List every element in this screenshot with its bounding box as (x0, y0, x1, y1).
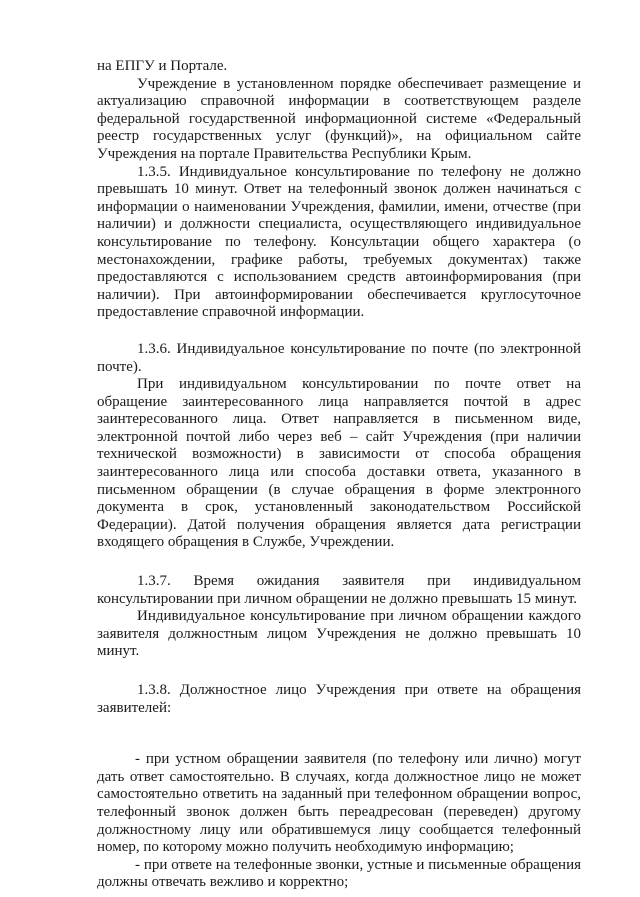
paragraph-1-3-8: 1.3.8. Должностное лицо Учреждения при ответе на обращения заявителей: (97, 682, 581, 716)
paragraph-personal-consulting: Индивидуальное консультирование при личном обращении каждого заявителя должностным лицом Учреждения не должно превышать 10 минут. (97, 608, 581, 660)
document-page (97, 58, 581, 892)
paragraph-1-3-6: 1.3.6. Индивидуальное консультирование по почте (по электронной почте). (97, 340, 581, 375)
list-item-oral-request: - при устном обращении заявителя (по телефону или лично) могут дать ответ самостоятельно. В случаях, когда должностное лицо не может самостоятельно ответить на заданный при телефонном обращении вопрос, телефонный звонок должен быть переадресован (переведен) другому должностному лицу или обратившемуся лицу сообщается телефонный номер, по которому можно получить необходимую информацию; (97, 751, 581, 856)
paragraph-reference-info: Учреждение в установленном порядке обеспечивает размещение и актуализацию справочной информации в соответствующем разделе федеральной государственной информационной системе «Федеральный реестр государственных услуг (функций)», на официальном сайте Учреждения на портале Правительства Республики Крым. (97, 75, 581, 162)
paragraph-continuation: на ЕПГУ и Портале. (97, 58, 228, 74)
paragraph-1-3-5: 1.3.5. Индивидуальное консультирование по телефону не должно превышать 10 минут. Ответ на телефонный звонок должен начинаться с информации о наименовании Учреждения, фамилии, имени, отчестве (при наличии) и должности специалиста, осуществляющего индивидуальное консультирование по телефону. Консультации общего характера (о местонахождении, графике работы, требуемых документах) также предоставляются с использованием средств автоинформирования (при наличии). При автоинформировании обеспечивается круглосуточное предоставление справочной информации. (97, 163, 581, 321)
list-item-phone-answers: - при ответе на телефонные звонки, устные и письменные обращения должны отвечать вежливо и корректно; (97, 856, 581, 891)
paragraph-mail-consulting: При индивидуальном консультировании по почте ответ на обращение заинтересованного лица направляется почтой в адрес заинтересованного лица. Ответ направляется в письменном виде, электронной почтой либо через веб – сайт Учреждения (при наличии технической возможности) в зависимости от способа обращения заинтересованного лица или способа доставки ответа, указанного в письменном обращении (в случае обращения в форме электронного документа в срок, установленный законодательством Российской Федерации). Датой получения обращения является дата регистрации входящего обращения в Службе, Учреждении. (97, 376, 581, 551)
paragraph-1-3-7: 1.3.7. Время ожидания заявителя при индивидуальном консультировании при личном обращении не должно превышать 15 минут. (97, 573, 581, 607)
